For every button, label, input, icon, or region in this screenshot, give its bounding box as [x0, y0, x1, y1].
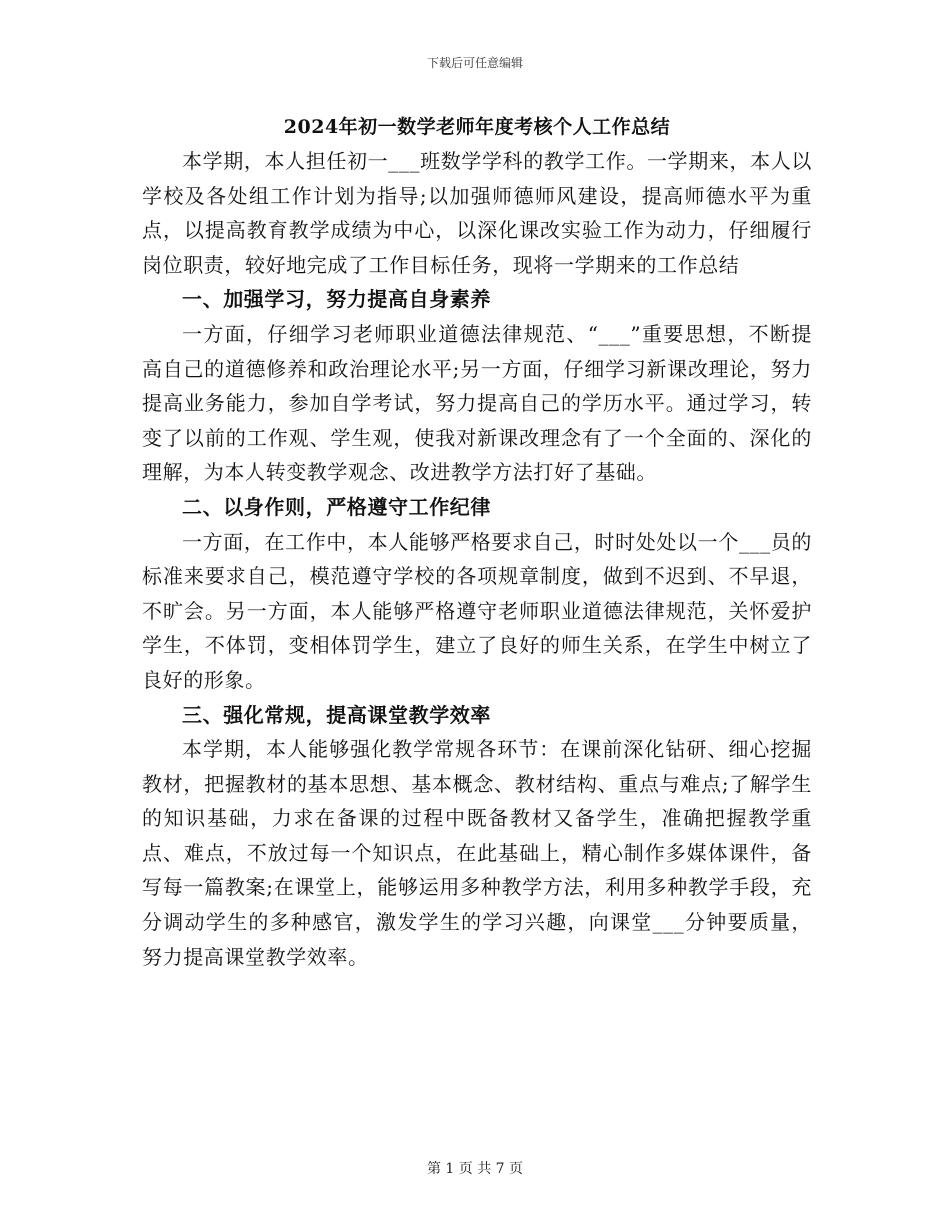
- section-2: [142, 490, 812, 698]
- section-paragraph: 一方面，在工作中，本人能够严格要求自己，时时处处以一个___员的标准来要求自己，模范遵守学校的各项规章制度，做到不迟到、不早退，不旷会。另一方面，本人能够严格遵守老师职业道德法律规范，关怀爱护学生，不体罚，变相体罚学生，建立了良好的师生关系，在学生中树立了良好的形象。: [142, 529, 812, 692]
- intro-paragraph: 本学期，本人担任初一___班数学学科的教学工作。一学期来，本人以学校及各处组工作计划为指导;以加强师德师风建设，提高师德水平为重点，以提高教育教学成绩为中心，以深化课改实验工作为动力，仔细履行岗位职责，较好地完成了工作目标任务，现将一学期来的工作总结: [142, 149, 812, 277]
- document-title: 2024年初一数学老师年度考核个人工作总结: [283, 116, 671, 138]
- section-paragraph: 一方面，仔细学习老师职业道德法律规范、“___”重要思想，不断提高自己的道德修养和政治理论水平;另一方面，仔细学习新课改理论，努力提高业务能力，参加自学考试，努力提高自己的学历水平。通过学习，转变了以前的工作观、学生观，使我对新课改理念有了一个全面的、深化的理解，为本人转变教学观念、改进教学方法打好了基础。: [142, 321, 812, 485]
- section-heading: 二、以身作则，严格遵守工作纪律: [182, 494, 491, 519]
- section-3: [142, 698, 812, 975]
- page-header-note: 下载后可任意编辑: [426, 56, 523, 70]
- section-heading: 一、加强学习，努力提高自身素养: [182, 287, 491, 312]
- section-1: [142, 282, 812, 490]
- section-paragraph: 本学期，本人能够强化教学常规各环节：在课前深化钻研、细心挖掘教材，把握教材的基本思想、基本概念、教材结构、重点与难点;了解学生的知识基础，力求在备课的过程中既备教材又备学生，准确把握教学重点、难点，不放过每一个知识点，在此基础上，精心制作多媒体课件，备写每一篇教案;在课堂上，能够运用多种教学方法，利用多种教学手段，充分调动学生的多种感官，激发学生的学习兴趣，向课堂___分钟要质量，努力提高课堂教学效率。: [142, 737, 812, 969]
- page-number: 第 1 页 共 7 页: [426, 1161, 524, 1177]
- document-body: [142, 112, 812, 974]
- section-heading: 三、强化常规，提高课堂教学效率: [182, 702, 491, 727]
